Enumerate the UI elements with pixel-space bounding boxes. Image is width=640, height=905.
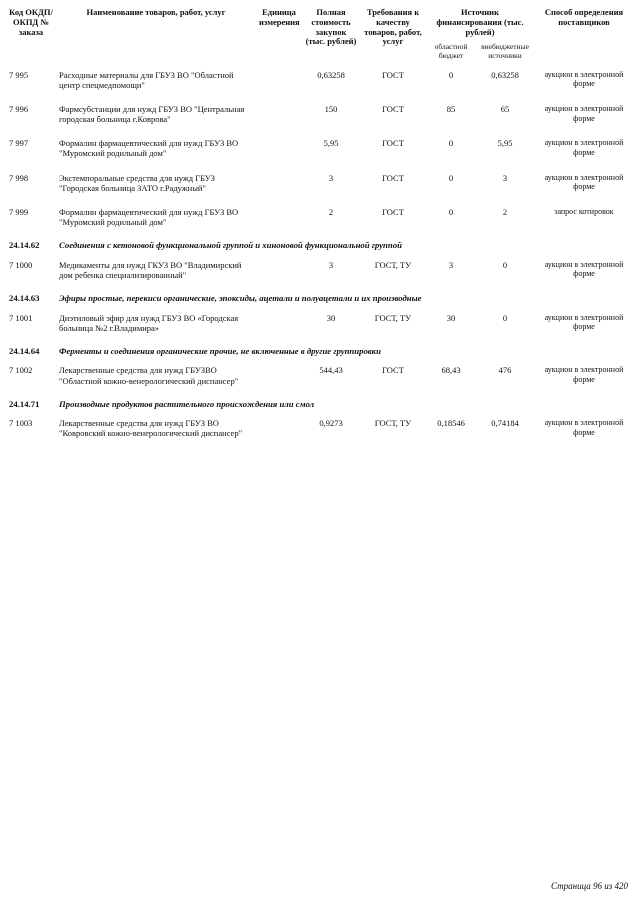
item-name: Формалин фармацевтический для нужд ГБУЗ ВО "Муромский родильный дом"	[59, 138, 239, 159]
group-row	[6, 340, 634, 358]
table-body	[6, 63, 634, 446]
item-name: Фармсубстанции для нужд ГБУЗ ВО "Центральная городская больница г.Коврова"	[59, 103, 245, 125]
order-number: 7 996	[9, 103, 29, 114]
col-regional-header: областной бюджет	[434, 42, 468, 60]
group-code: 24.14.71	[9, 398, 40, 409]
table-row	[6, 131, 634, 165]
regional-budget-value: 0,18546	[437, 418, 465, 429]
unit-cell	[256, 63, 302, 97]
col-name-header: Наименование товаров, работ, услуг	[86, 7, 226, 17]
unit-cell	[256, 97, 302, 131]
regional-budget-value: 68,43	[441, 365, 461, 376]
offbudget-value: 3	[502, 172, 508, 183]
item-name: Расходные материалы для ГБУЗ ВО "Областной центр спецмедпомощи"	[59, 69, 234, 90]
cost-value: 544,43	[319, 365, 343, 376]
order-number: 7 1000	[9, 259, 33, 270]
regional-budget-value: 85	[446, 103, 456, 114]
table-row	[6, 253, 634, 287]
offbudget-value: 5,95	[497, 138, 513, 149]
method-value: аукцион в электронной форме	[544, 259, 624, 279]
requirements-value: ГОСТ	[382, 365, 404, 376]
group-code: 24.14.62	[9, 240, 40, 251]
offbudget-value: 0	[502, 312, 508, 323]
requirements-value: ГОСТ	[382, 103, 404, 114]
cost-value: 3	[328, 259, 334, 270]
unit-cell	[256, 200, 302, 234]
requirements-value: ГОСТ	[382, 69, 404, 80]
offbudget-value: 0,74184	[491, 418, 519, 429]
regional-budget-value: 0	[448, 172, 454, 183]
method-value: аукцион в электронной форме	[544, 138, 624, 157]
table-row	[6, 411, 634, 445]
order-number: 7 998	[9, 172, 29, 183]
method-value: запрос котировок	[554, 207, 614, 217]
order-number: 7 1003	[9, 418, 33, 429]
order-number: 7 997	[9, 138, 29, 149]
header-row	[6, 6, 634, 39]
method-value: аукцион в электронной форме	[544, 418, 624, 437]
item-name: Экстемпоральные средства для нужд ГБУЗ "Городская больница ЗАТО г.Радужный"	[59, 172, 215, 193]
col-offbudget-header: внебюджетные источники	[481, 42, 529, 60]
regional-budget-value: 30	[446, 312, 456, 323]
requirements-value: ГОСТ, ТУ	[374, 418, 412, 429]
table-row	[6, 63, 634, 97]
offbudget-value: 2	[502, 207, 508, 218]
requirements-value: ГОСТ, ТУ	[374, 259, 412, 270]
offbudget-value: 65	[500, 103, 510, 114]
item-name: Диэтиловый эфир для нужд ГБУЗ ВО «Городская больница №2 г.Владимира»	[59, 312, 239, 333]
table-row	[6, 97, 634, 131]
group-title: Ферменты и соединения органические прочие, не включенные в другие группировки	[59, 346, 381, 357]
group-title: Производные продуктов растительного происхождения или смол	[59, 398, 315, 409]
requirements-value: ГОСТ	[382, 138, 404, 149]
cost-value: 2	[328, 207, 334, 218]
item-name: Лекарственные средства для нужд ГБУЗ ВО "Ковровский кожно-венерологический диспансер"	[59, 418, 243, 439]
cost-value: 150	[324, 103, 338, 114]
order-number: 7 1002	[9, 365, 33, 376]
table-row	[6, 200, 634, 234]
item-name: Лекарственные средства для нужд ГБУЗВО "Областной кожно-венерологический диспансер"	[59, 365, 239, 386]
col-unit-header: Единица измерения	[259, 7, 300, 27]
col-requirements-header: Требования к качеству товаров, работ, услуг	[364, 7, 422, 47]
group-row	[6, 287, 634, 305]
cost-value: 30	[326, 312, 336, 323]
method-value: аукцион в электронной форме	[544, 365, 624, 385]
offbudget-value: 0,63258	[491, 69, 519, 80]
regional-budget-value: 3	[448, 259, 454, 270]
cost-value: 0,63258	[317, 69, 345, 80]
unit-cell	[256, 306, 302, 340]
table-row	[6, 166, 634, 200]
regional-budget-value: 0	[448, 207, 454, 218]
procurement-table	[6, 6, 634, 446]
group-title: Эфиры простые, перекиси органические, эпоксиды, ацетали и полуацетали и их производные	[59, 293, 422, 304]
cost-value: 3	[328, 172, 334, 183]
cost-value: 5,95	[323, 138, 339, 149]
offbudget-value: 476	[498, 365, 512, 376]
item-name: Медикаменты для нужд ГКУЗ ВО "Владимирский дом ребенка специализированный"	[59, 259, 242, 281]
order-number: 7 999	[9, 207, 29, 218]
page-number: Страница 96 из 420	[551, 881, 628, 891]
unit-cell	[256, 131, 302, 165]
unit-cell	[256, 411, 302, 445]
method-value: аукцион в электронной форме	[544, 172, 624, 192]
item-name: Формалин фармацевтический для нужд ГБУЗ ВО "Муромский родильный дом"	[59, 207, 239, 228]
requirements-value: ГОСТ	[382, 172, 404, 183]
col-financing-header: Источник финансирования (тыс. рублей)	[436, 7, 524, 37]
unit-cell	[256, 253, 302, 287]
method-value: аукцион в электронной форме	[544, 312, 624, 332]
col-cost-header: Полная стоимость закупок (тыс. рублей)	[305, 7, 357, 47]
regional-budget-value: 0	[448, 138, 454, 149]
method-value: аукцион в электронной форме	[544, 103, 624, 123]
group-title: Соединения с кетоновой функциональной группой и хиноновой функциональной группой	[59, 240, 402, 251]
unit-cell	[256, 358, 302, 392]
method-value: аукцион в электронной форме	[544, 69, 624, 89]
table-row	[6, 358, 634, 392]
group-code: 24.14.64	[9, 346, 40, 357]
order-number: 7 995	[9, 69, 29, 80]
offbudget-value: 0	[502, 259, 508, 270]
group-row	[6, 393, 634, 411]
col-method-header: Способ определения поставщиков	[544, 7, 624, 27]
unit-cell	[256, 166, 302, 200]
group-row	[6, 234, 634, 252]
col-code-header: Код ОКДП/ ОКПД № заказа	[9, 7, 53, 37]
requirements-value: ГОСТ	[382, 207, 404, 218]
table-row	[6, 306, 634, 340]
regional-budget-value: 0	[448, 69, 454, 80]
group-code: 24.14.63	[9, 293, 40, 304]
requirements-value: ГОСТ, ТУ	[374, 312, 412, 323]
cost-value: 0,9273	[319, 418, 343, 429]
order-number: 7 1001	[9, 312, 33, 323]
